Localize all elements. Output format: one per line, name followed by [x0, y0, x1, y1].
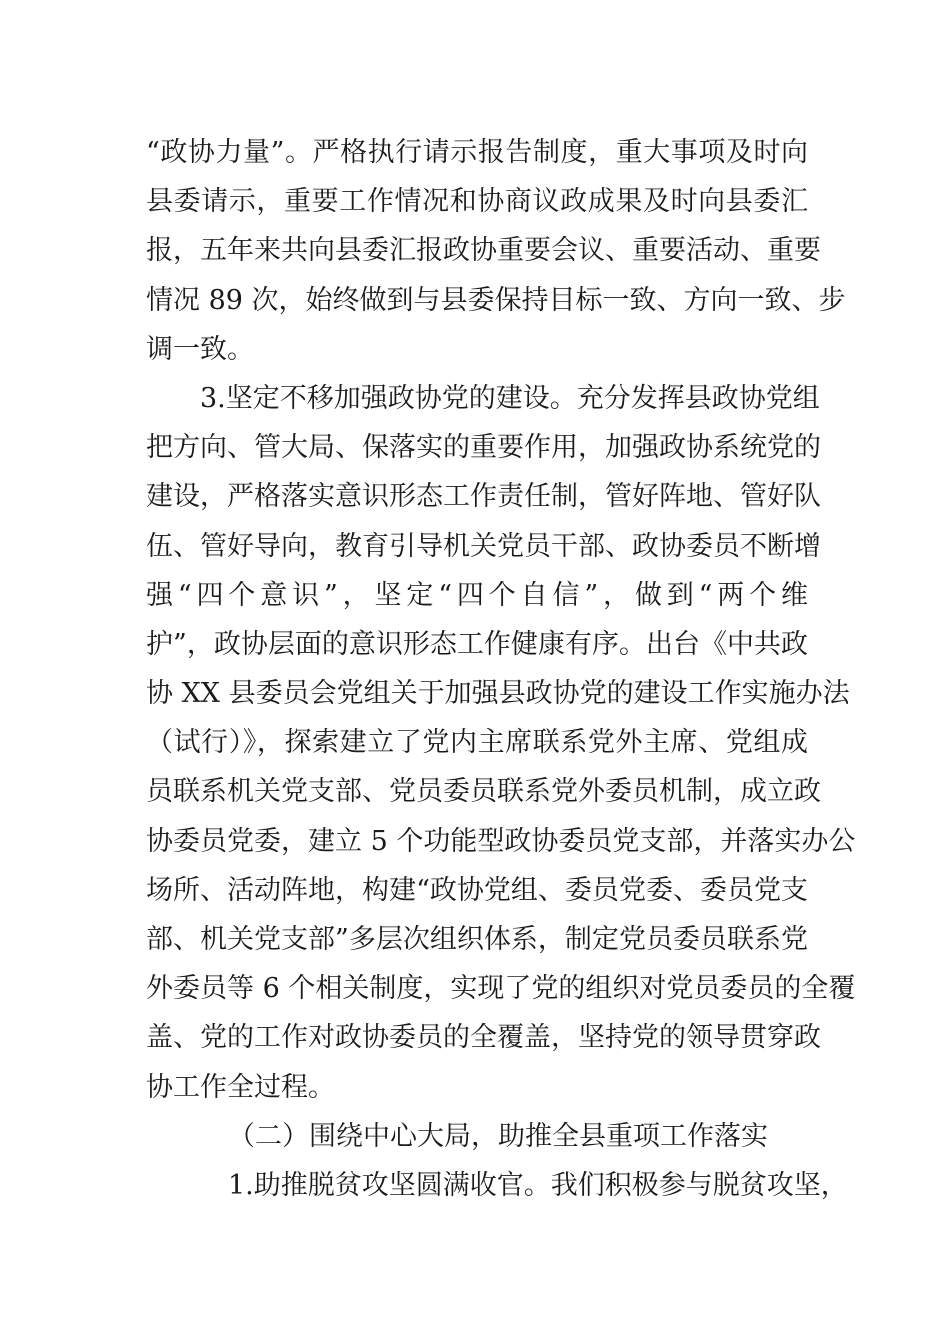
text-line: 场所、活动阵地，构建“政协党组、委员党委、委员党支	[146, 874, 808, 906]
paragraph-start-line: 3.坚定不移加强政协党的建设。充分发挥县政协党组	[200, 382, 820, 414]
text-line: 盖、党的工作对政协委员的全覆盖，坚持党的领导贯穿政	[146, 1022, 821, 1054]
text-line: “政协力量”。严格执行请示报告制度，重大事项及时向	[146, 137, 808, 168]
text-line: 护”，政协层面的意识形态工作健康有序。出台《中共政	[146, 628, 808, 660]
text-line: 外委员等 6 个相关制度，实现了党的组织对党员委员的全覆	[146, 973, 856, 1005]
paragraph-start-line: 1.助推脱贫攻坚圆满收官。我们积极参与脱贫攻坚，	[228, 1169, 848, 1201]
text-line: 建设，严格落实意识形态工作责任制，管好阵地、管好队	[146, 481, 821, 513]
text-line: 县委请示，重要工作情况和协商议政成果及时向县委汇	[146, 186, 808, 218]
text-line: 协工作全过程。	[146, 1071, 335, 1103]
text-line: 伍、管好导向，教育引导机关党员干部、政协委员不断增	[146, 530, 821, 562]
text-line: （试行）》，探索建立了党内主席联系党外主席、党组成	[146, 727, 808, 759]
text-line: 协委员党委，建立 5 个功能型政协委员党支部，并落实办公	[146, 825, 856, 857]
text-line: 情况 89 次，始终做到与县委保持目标一致、方向一致、步	[146, 284, 846, 316]
body-text	[146, 128, 856, 1210]
text-line: 强“四个意识”，坚定“四个自信”，做到“两个维	[146, 579, 808, 611]
text-line: 协 XX 县委员会党组关于加强县政协党的建设工作实施办法	[146, 678, 850, 710]
text-line: 把方向、管大局、保落实的重要作用，加强政协系统党的	[146, 432, 821, 464]
text-line: 员联系机关党支部、党员委员联系党外委员机制，成立政	[146, 776, 821, 808]
text-line: 部、机关党支部”多层次组织体系，制定党员委员联系党	[146, 924, 808, 955]
section-heading: （二）围绕中心大局，助推全县重项工作落实	[228, 1120, 768, 1152]
text-line: 报，五年来共向县委汇报政协重要会议、重要活动、重要	[146, 235, 821, 267]
text-line: 调一致。	[146, 333, 254, 365]
